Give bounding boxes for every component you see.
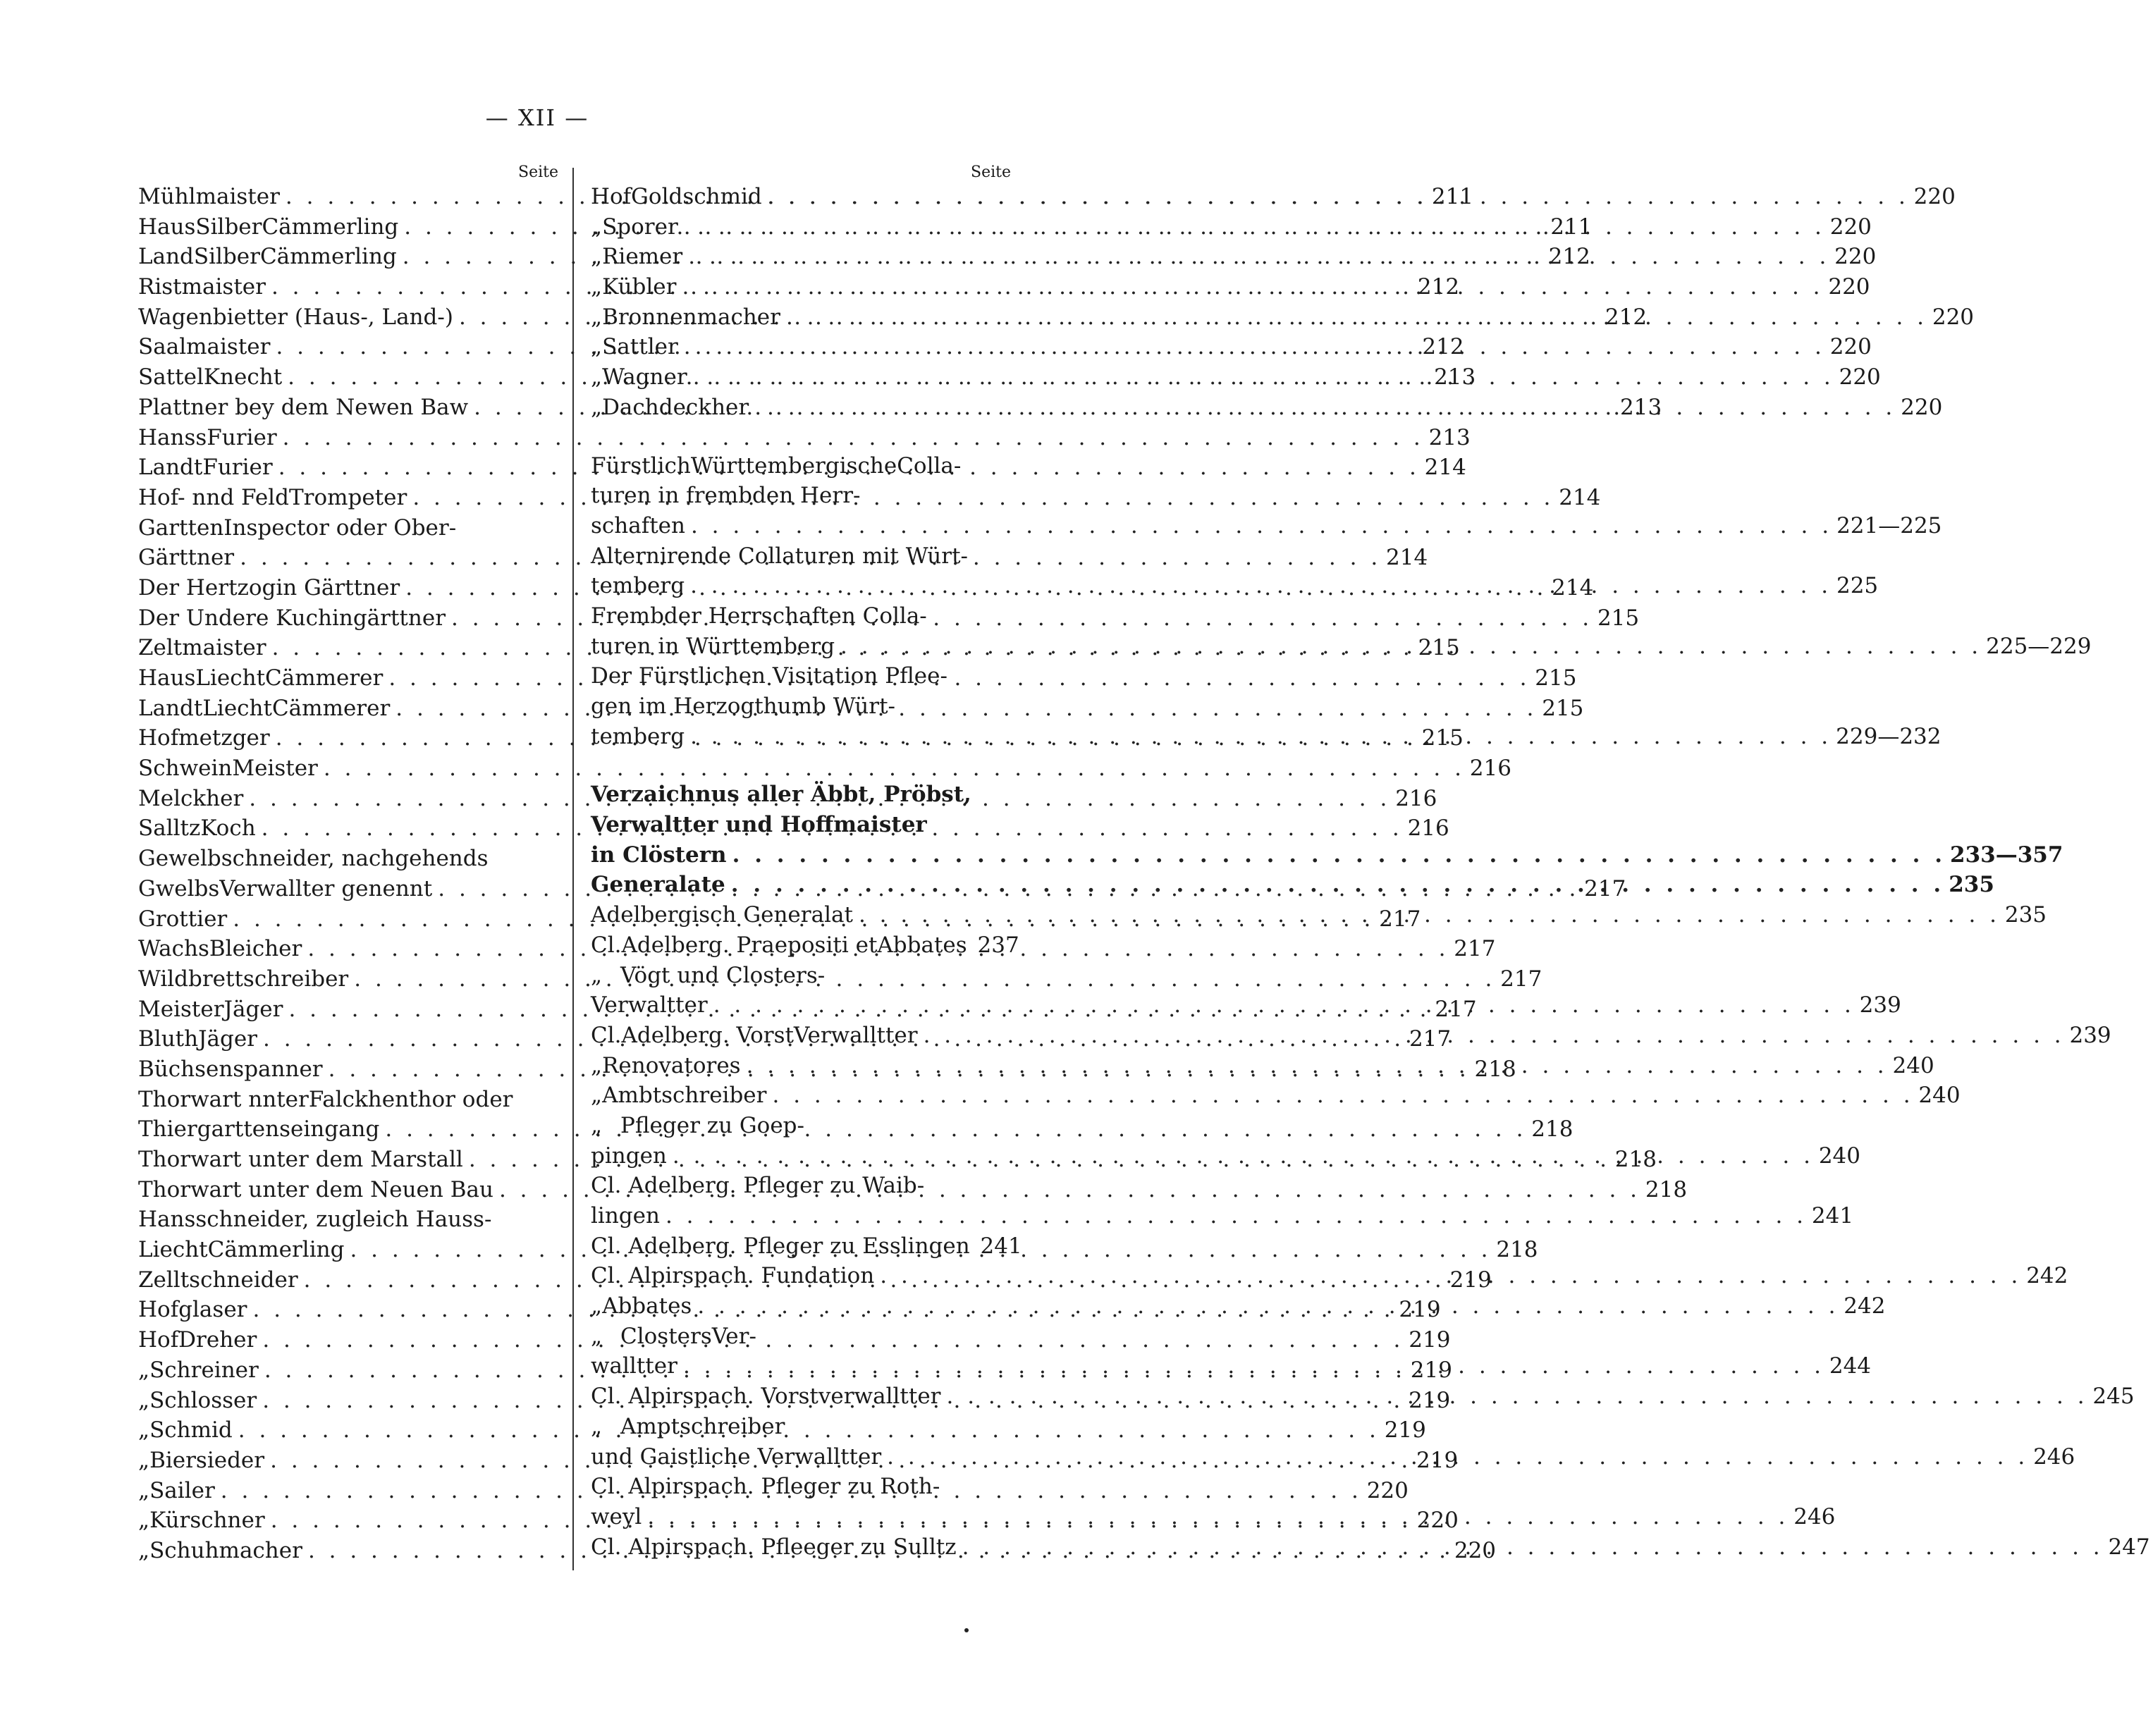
entry-label: schaften bbox=[591, 512, 685, 538]
entry-page-number: 217 bbox=[1379, 906, 1421, 932]
entry-page-number: 219 bbox=[1416, 1447, 1459, 1473]
entry-page-number: 218 bbox=[1531, 1116, 1574, 1143]
entry-label: LiechtCämmerling bbox=[138, 1237, 345, 1263]
entry-page-number: 217 bbox=[1584, 875, 1626, 901]
dot-leader bbox=[786, 302, 1927, 333]
entry-label: weyl bbox=[591, 1503, 642, 1529]
entry-page-number: 246 bbox=[1793, 1503, 1836, 1529]
index-entry bbox=[591, 511, 1942, 541]
entry-page-number: 219 bbox=[1449, 1267, 1492, 1293]
entry-page-number: 220 bbox=[1829, 214, 1872, 240]
entry-label: Renovatores bbox=[602, 1052, 741, 1078]
entry-label: FürstlichWürttembergischeColla- bbox=[591, 453, 962, 479]
entry-label: SalltzKoch bbox=[138, 815, 256, 842]
entry-page-number: 214 bbox=[1424, 455, 1466, 481]
dot-leader bbox=[880, 1261, 2021, 1291]
entry-label: Hof- nnd FeldTrompeter bbox=[138, 484, 407, 510]
entry-page-number: 241 bbox=[1811, 1203, 1854, 1229]
entry-label: Der Fürstlichen Visitation Pflee- bbox=[591, 663, 947, 689]
entry-label: Bronnenmacher bbox=[602, 304, 780, 330]
ditto-mark: „ bbox=[591, 394, 603, 420]
stray-dot bbox=[964, 1628, 969, 1632]
entry-page-number: 240 bbox=[1918, 1083, 1961, 1109]
entry-page-number: 216 bbox=[1407, 815, 1449, 842]
entry-label: lingen bbox=[591, 1203, 660, 1229]
entry-label: Plattner bey dem Newen Baw bbox=[138, 394, 469, 420]
entry-page-number: 242 bbox=[1844, 1293, 1886, 1319]
entry-page-number: 217 bbox=[1500, 966, 1542, 992]
entry-label: Zelltschneider bbox=[138, 1267, 298, 1293]
entry-label: Biersieder bbox=[149, 1447, 265, 1473]
section-gap bbox=[591, 751, 1014, 765]
entry-label: Gewelbschneider, nachgehends bbox=[138, 846, 489, 872]
entry-page-number: 219 bbox=[1410, 1357, 1452, 1383]
entry-label: temberg bbox=[591, 723, 685, 749]
entry-label: LandtFurier bbox=[138, 455, 273, 481]
entry-label: HofGoldschmid bbox=[591, 184, 762, 209]
entry-page-number: 235 bbox=[1949, 872, 1994, 898]
entry-label: Kübler bbox=[602, 274, 677, 300]
entry-label: Abbates bbox=[602, 1293, 692, 1319]
entry-label: Ambtschreiber bbox=[602, 1083, 767, 1109]
entry-page-number: 218 bbox=[1474, 1056, 1516, 1082]
entry-label: Vögt und Closters- bbox=[620, 962, 826, 988]
entry-page-number: 240 bbox=[1892, 1052, 1934, 1078]
index-entry-continued bbox=[591, 661, 1014, 691]
entry-label: pingen bbox=[591, 1143, 667, 1169]
ditto-mark: „ bbox=[591, 274, 603, 300]
dot-leader bbox=[690, 722, 1832, 752]
dot-leader bbox=[732, 840, 1946, 870]
entry-page-number: 225 bbox=[1836, 573, 1879, 599]
entry-label: Wagenbietter (Haus-, Land-) bbox=[138, 304, 453, 330]
entry-label: Frembder Herrschaften Colla- bbox=[591, 603, 927, 629]
page-number: — XII — bbox=[485, 104, 589, 131]
entry-page-number: 220 bbox=[1901, 394, 1943, 420]
entry-label: Thorwart unter dem Neuen Bau bbox=[138, 1176, 493, 1202]
entry-label: Wildbrettschreiber bbox=[138, 966, 349, 992]
entry-page-number: 213 bbox=[1428, 424, 1471, 450]
entry-page-number: 214 bbox=[1552, 574, 1594, 601]
index-entry bbox=[591, 840, 2063, 870]
entry-label: GarttenInspector oder Ober- bbox=[138, 515, 457, 541]
index-entry-continued bbox=[591, 481, 1014, 511]
entry-page-number: 213 bbox=[1620, 394, 1662, 420]
index-entry-continued bbox=[591, 780, 1014, 810]
entry-label: Sporer bbox=[602, 214, 678, 240]
index-entry-continued bbox=[138, 513, 561, 543]
section-gap bbox=[591, 765, 1014, 780]
entry-page-number: 247 bbox=[2108, 1534, 2150, 1560]
ditto-mark: „ bbox=[591, 334, 603, 360]
index-entry bbox=[138, 423, 1471, 453]
section-gap bbox=[591, 437, 1014, 451]
entry-label: Mühlmaister bbox=[138, 184, 280, 209]
ditto-mark: „ bbox=[138, 1508, 150, 1534]
entry-page-number: 239 bbox=[1859, 992, 1901, 1018]
dot-leader bbox=[697, 1291, 1839, 1322]
dot-leader bbox=[859, 900, 2000, 930]
index-entry-continued bbox=[591, 451, 1014, 481]
entry-label: Büchsenspanner bbox=[138, 1056, 323, 1082]
entry-page-number: 225—229 bbox=[1986, 633, 2092, 659]
entry-label: Generalate bbox=[591, 872, 725, 898]
entry-label: Cl. Adelberg. Pfleger zu Waib- bbox=[591, 1173, 925, 1199]
index-entry-continued bbox=[591, 810, 1014, 840]
entry-label: Der Hertzogin Gärttner bbox=[138, 574, 400, 601]
entry-page-number: 212 bbox=[1548, 244, 1590, 270]
entry-page-number: 221—225 bbox=[1836, 512, 1942, 538]
entry-page-number: 220 bbox=[1416, 1508, 1459, 1534]
index-entry bbox=[591, 1201, 1854, 1231]
ditto-mark: „ bbox=[138, 1477, 150, 1503]
ditto-mark: „ bbox=[138, 1447, 150, 1473]
dot-leader bbox=[691, 511, 1832, 541]
entry-page-number: 216 bbox=[1395, 785, 1437, 811]
ditto-mark: „ bbox=[138, 1537, 150, 1563]
entry-page-number: 220 bbox=[1834, 244, 1877, 270]
entry-label: Thorwart unter dem Marstall bbox=[138, 1147, 463, 1172]
entry-label: Saalmaister bbox=[138, 334, 271, 360]
entry-label: LandSilberCämmerling bbox=[138, 244, 397, 270]
dot-leader bbox=[713, 990, 1855, 1021]
entry-page-number: 215 bbox=[1421, 725, 1464, 751]
entry-page-number: 218 bbox=[1645, 1176, 1688, 1202]
dot-leader bbox=[731, 870, 1944, 900]
ditto-mark: „ bbox=[591, 1112, 603, 1138]
entry-label: Kürschner bbox=[149, 1508, 265, 1534]
entry-page-number: 237 bbox=[977, 932, 1019, 958]
index-entry-continued bbox=[591, 691, 1014, 722]
entry-label: temberg bbox=[591, 573, 685, 599]
entry-page-number: 242 bbox=[2026, 1263, 2068, 1289]
entry-page-number: 220 bbox=[1454, 1537, 1497, 1563]
entry-label: Alternirende Collaturen mit Würt- bbox=[591, 543, 969, 569]
entry-page-number: 233—357 bbox=[1950, 842, 2063, 868]
index-entry-continued bbox=[138, 1205, 561, 1235]
entry-label: Verwaltter bbox=[591, 992, 708, 1018]
ditto-mark: „ bbox=[591, 1413, 603, 1439]
entry-page-number: 215 bbox=[1535, 665, 1577, 691]
entry-label: GwelbsVerwallter genennt bbox=[138, 875, 433, 901]
entry-label: Cl.Adelberg. Praepositi etAbbates bbox=[591, 932, 967, 958]
entry-label: BluthJäger bbox=[138, 1026, 258, 1052]
entry-page-number: 219 bbox=[1384, 1417, 1426, 1443]
dot-leader bbox=[688, 242, 1829, 272]
entry-label: Hofmetzger bbox=[138, 725, 270, 751]
entry-label: Cl. Alpirspach. Pfleeger zu Sulltz bbox=[591, 1534, 957, 1560]
entry-label: LandtLiechtCämmerer bbox=[138, 695, 391, 721]
index-entry-continued bbox=[591, 601, 1014, 632]
entry-label: Adelbergisch Generalat bbox=[591, 902, 853, 928]
index-entry-continued bbox=[591, 961, 1014, 991]
entry-page-number: 215 bbox=[1597, 605, 1640, 631]
entry-label: ClostersVer- bbox=[620, 1323, 756, 1349]
entry-label: Hofglaser bbox=[138, 1297, 247, 1323]
entry-page-number: 217 bbox=[1409, 1026, 1452, 1052]
dot-leader bbox=[962, 1532, 2104, 1563]
entry-page-number: 220 bbox=[1829, 334, 1872, 360]
entry-label: Dachdeckher bbox=[602, 394, 749, 420]
ditto-mark: „ bbox=[591, 1083, 603, 1109]
entry-page-number: 220 bbox=[1828, 274, 1870, 300]
entry-page-number: 215 bbox=[1418, 635, 1460, 661]
entry-label: Riemer bbox=[602, 244, 683, 270]
dot-leader bbox=[684, 332, 1825, 362]
dot-leader bbox=[693, 362, 1834, 393]
dot-leader bbox=[747, 1051, 1888, 1081]
entry-label: MeisterJäger bbox=[138, 996, 283, 1022]
entry-page-number: 217 bbox=[1435, 996, 1477, 1022]
index-entry bbox=[591, 930, 1019, 961]
entry-label: WachsBleicher bbox=[138, 936, 302, 962]
ditto-mark: „ bbox=[138, 1417, 150, 1443]
index-entry-continued bbox=[591, 1111, 1014, 1141]
entry-label: Der Undere Kuchingärttner bbox=[138, 605, 446, 631]
dot-leader bbox=[772, 1081, 1913, 1111]
entry-page-number: 213 bbox=[1434, 364, 1476, 390]
dot-leader bbox=[924, 1021, 2065, 1051]
ditto-mark: „ bbox=[138, 1357, 150, 1383]
entry-label: SchweinMeister bbox=[138, 756, 318, 782]
index-entry bbox=[591, 1081, 1961, 1111]
entry-page-number: 214 bbox=[1386, 545, 1428, 571]
index-entry bbox=[138, 753, 1511, 784]
entry-page-number: 219 bbox=[1409, 1387, 1451, 1413]
dot-leader bbox=[690, 571, 1832, 601]
entry-label: SattelKnecht bbox=[138, 364, 283, 390]
entry-page-number: 215 bbox=[1542, 695, 1584, 721]
dot-leader bbox=[684, 212, 1825, 242]
entry-label: turen in frembden Herr- bbox=[591, 483, 861, 509]
dot-leader bbox=[682, 272, 1823, 302]
entry-label: HausLiechtCämmerer bbox=[138, 665, 384, 691]
entry-page-number: 214 bbox=[1559, 484, 1601, 510]
entry-label: Sailer bbox=[149, 1477, 215, 1503]
index-entry-continued bbox=[591, 1171, 1014, 1201]
seite-label-left: Seite bbox=[518, 164, 558, 181]
ditto-mark: „ bbox=[591, 962, 603, 988]
entry-label: Pfleger zu Goep- bbox=[620, 1112, 804, 1138]
entry-label: Melckher bbox=[138, 785, 244, 811]
dot-leader bbox=[768, 182, 1909, 212]
entry-label: Cl. Adelberg. Pfleger zu Esslingen bbox=[591, 1233, 970, 1259]
dot-leader bbox=[754, 393, 1896, 423]
entry-page-number: 218 bbox=[1614, 1147, 1657, 1172]
entry-label: Cl. Alpirspach. Fundation bbox=[591, 1263, 875, 1289]
entry-label: Cl. Alpirspach. Pfleger zu Roth- bbox=[591, 1474, 940, 1500]
entry-label: Wagner bbox=[602, 364, 687, 390]
index-entry-continued bbox=[591, 1472, 1014, 1502]
dot-leader bbox=[665, 1201, 1807, 1231]
entry-label: turen in Württemberg bbox=[591, 633, 835, 659]
entry-label: Amptschreiber bbox=[620, 1413, 785, 1439]
ditto-mark: „ bbox=[591, 1293, 603, 1319]
entry-page-number: 220 bbox=[1932, 304, 1975, 330]
entry-label: Verwaltter und Hoffmaister bbox=[591, 812, 927, 838]
entry-label: Schlosser bbox=[149, 1387, 257, 1413]
entry-page-number: 212 bbox=[1422, 334, 1464, 360]
entry-label: HanssFurier bbox=[138, 424, 277, 450]
dot-leader bbox=[673, 1141, 1814, 1171]
entry-label: Hansschneider, zugleich Hauss- bbox=[138, 1207, 492, 1233]
dot-leader bbox=[840, 632, 1982, 662]
seite-label-right: Seite bbox=[971, 164, 1011, 181]
entry-label: Cl. Alpirspach. Vorstverwalltter bbox=[591, 1384, 941, 1410]
ditto-mark: „ bbox=[591, 244, 603, 270]
entry-label: Ristmaister bbox=[138, 274, 266, 300]
entry-page-number: 220 bbox=[1839, 364, 1881, 390]
entry-page-number: 219 bbox=[1399, 1297, 1441, 1323]
entry-page-number: 240 bbox=[1818, 1143, 1860, 1169]
entry-page-number: 217 bbox=[1454, 936, 1496, 962]
entry-page-number: 211 bbox=[1431, 184, 1474, 209]
entry-label: Gärttner bbox=[138, 545, 235, 571]
dot-leader bbox=[887, 1442, 2028, 1472]
entry-page-number: 245 bbox=[2092, 1384, 2135, 1410]
entry-label: HofDreher bbox=[138, 1327, 257, 1353]
entry-label: Schmid bbox=[149, 1417, 233, 1443]
entry-page-number: 246 bbox=[2033, 1443, 2075, 1470]
entry-page-number: 229—232 bbox=[1836, 723, 1942, 749]
entry-label: Verzaichnus aller Äbbt, Pröbst, bbox=[591, 782, 971, 808]
dot-leader bbox=[647, 1502, 1789, 1532]
index-entry-continued bbox=[591, 541, 1014, 572]
entry-page-number: 218 bbox=[1496, 1237, 1538, 1263]
entry-page-number: 220 bbox=[1913, 184, 1956, 209]
entry-label: Schuhmacher bbox=[149, 1537, 302, 1563]
ditto-mark: „ bbox=[591, 364, 603, 390]
entry-page-number: 212 bbox=[1417, 274, 1460, 300]
entry-label: gen im Herzogthumb Würt- bbox=[591, 694, 896, 719]
ditto-mark: „ bbox=[591, 304, 603, 330]
index-entry-continued bbox=[138, 844, 561, 874]
ditto-mark: „ bbox=[138, 1387, 150, 1413]
entry-page-number: 216 bbox=[1469, 756, 1511, 782]
entry-label: in Clöstern bbox=[591, 842, 727, 868]
entry-page-number: 239 bbox=[2069, 1022, 2111, 1048]
entry-label: walltter bbox=[591, 1353, 677, 1379]
entry-page-number: 211 bbox=[1550, 214, 1593, 240]
index-entry-continued bbox=[138, 1085, 561, 1115]
entry-page-number: 235 bbox=[2004, 902, 2047, 928]
dot-leader bbox=[946, 1381, 2087, 1412]
entry-label: Zeltmaister bbox=[138, 635, 266, 661]
ditto-mark: „ bbox=[591, 214, 603, 240]
entry-label: HausSilberCämmerling bbox=[138, 214, 399, 240]
index-entry bbox=[591, 1231, 1022, 1262]
entry-page-number: 220 bbox=[1366, 1477, 1409, 1503]
ditto-mark: „ bbox=[591, 1052, 603, 1078]
entry-label: Sattler bbox=[602, 334, 678, 360]
ditto-mark: „ bbox=[591, 1323, 603, 1349]
entry-label: und Gaistliche Verwalltter bbox=[591, 1443, 882, 1470]
index-entry-continued bbox=[591, 1322, 1014, 1352]
entry-page-number: 241 bbox=[980, 1233, 1022, 1259]
index-entry-continued bbox=[591, 1412, 1014, 1442]
entry-page-number: 212 bbox=[1605, 304, 1648, 330]
dot-leader bbox=[683, 1351, 1824, 1381]
entry-page-number: 219 bbox=[1409, 1327, 1451, 1353]
entry-label: Grottier bbox=[138, 906, 228, 932]
entry-label: Cl.Adelberg. VorstVerwalltter bbox=[591, 1022, 918, 1048]
entry-label: Schreiner bbox=[149, 1357, 259, 1383]
section-gap bbox=[591, 423, 1014, 437]
entry-label: Thiergarttenseingang bbox=[138, 1116, 380, 1143]
entry-label: Thorwart nnterFalckhenthor oder bbox=[138, 1086, 513, 1112]
entry-page-number: 244 bbox=[1829, 1353, 1872, 1379]
